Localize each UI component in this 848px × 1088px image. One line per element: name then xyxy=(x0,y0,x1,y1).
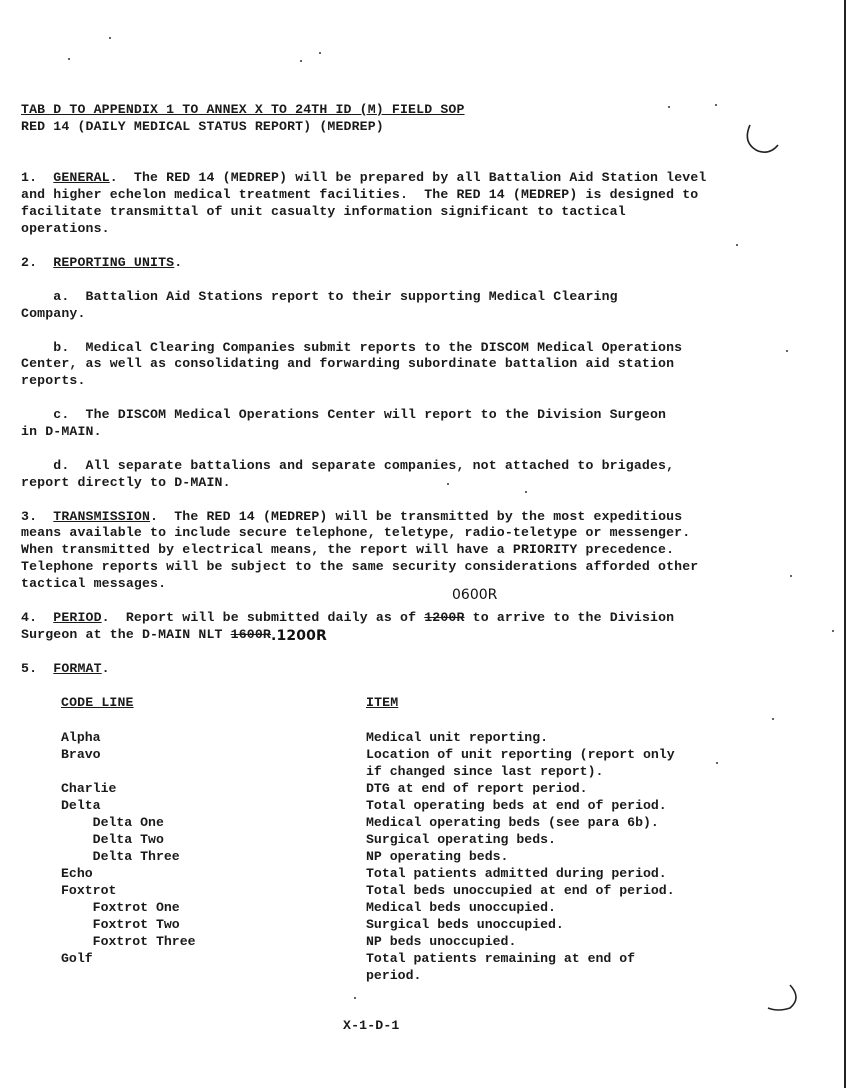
scan-speck xyxy=(786,350,788,352)
scan-speck xyxy=(300,60,302,62)
item-cell: Surgical beds unoccupied. xyxy=(366,917,564,932)
code-line-cell: Charlie xyxy=(61,781,117,796)
code-line-cell: Foxtrot One xyxy=(61,900,180,915)
scan-speck xyxy=(736,244,738,246)
scan-speck xyxy=(525,491,527,493)
item-cell: if changed since last report). xyxy=(366,764,604,779)
section-heading: PERIOD xyxy=(53,610,102,625)
code-line-cell: Echo xyxy=(61,866,93,881)
item-cell: Location of unit reporting (report only xyxy=(366,747,675,762)
section-1-line-1: 1. GENERAL. The RED 14 (MEDREP) will be prepared by all Battalion Aid Station level xyxy=(21,170,707,185)
section-number: 4. xyxy=(21,610,38,625)
subparagraph-d: d. All separate battalions and separate companies, not attached to brigades, xyxy=(21,458,675,473)
item-cell: Total patients admitted during period. xyxy=(366,866,667,881)
scan-speck xyxy=(68,58,70,60)
code-line-cell: Delta One xyxy=(61,815,164,830)
scan-speck xyxy=(716,762,718,764)
scan-speck xyxy=(715,104,717,106)
paragraph-line: Center, as well as consolidating and forwarding subordinate battalion aid station xyxy=(21,356,675,371)
code-line-cell: Bravo xyxy=(61,747,101,762)
section-number: 5. xyxy=(21,661,38,676)
code-line-cell: Foxtrot Two xyxy=(61,917,180,932)
column-header-code-line: CODE LINE xyxy=(61,695,134,710)
section-2-heading-line: 2. REPORTING UNITS. xyxy=(21,255,183,270)
item-cell: period. xyxy=(366,968,422,983)
section-5-heading-line: 5. FORMAT. xyxy=(21,661,110,676)
paragraph-line: facilitate transmittal of unit casualty information significant to tactical xyxy=(21,204,626,219)
scan-mark-top-right xyxy=(740,115,785,160)
section-number: 1. xyxy=(21,170,38,185)
item-cell: Medical operating beds (see para 6b). xyxy=(366,815,659,830)
item-cell: DTG at end of report period. xyxy=(366,781,588,796)
item-cell: NP operating beds. xyxy=(366,849,509,864)
scan-speck xyxy=(832,630,834,632)
section-heading: FORMAT xyxy=(53,661,102,676)
paragraph-line: reports. xyxy=(21,373,86,388)
paragraph-line: When transmitted by electrical means, the report will have a PRIORITY precedence. xyxy=(21,542,675,557)
document-subtitle: RED 14 (DAILY MEDICAL STATUS REPORT) (MEDREP) xyxy=(21,119,384,134)
code-line-cell: Delta Two xyxy=(61,832,164,847)
paragraph-line: Company. xyxy=(21,306,86,321)
item-cell: Total patients remaining at end of xyxy=(366,951,636,966)
section-4-line-1: 4. PERIOD. Report will be submitted daily as of 1200R to arrive to the Division xyxy=(21,610,675,625)
section-heading: REPORTING UNITS xyxy=(53,255,175,270)
document-title: TAB D TO APPENDIX 1 TO ANNEX X TO 24TH ID (M) FIELD SOP xyxy=(21,102,465,117)
scan-speck xyxy=(668,106,670,108)
struck-time: 1200R xyxy=(424,610,465,625)
paragraph-line: Telephone reports will be subject to the same security considerations afforded other xyxy=(21,559,699,574)
item-cell: Total beds unoccupied at end of period. xyxy=(366,883,675,898)
item-cell: Surgical operating beds. xyxy=(366,832,556,847)
code-line-cell: Delta Three xyxy=(61,849,180,864)
item-cell: NP beds unoccupied. xyxy=(366,934,517,949)
section-heading: TRANSMISSION xyxy=(53,509,151,524)
paragraph-line: means available to include secure telephone, teletype, radio-teletype or messenger. xyxy=(21,525,691,540)
handwritten-time-correction: 0600R xyxy=(452,587,498,603)
section-number: 3. xyxy=(21,509,38,524)
code-line-cell: Delta xyxy=(61,798,101,813)
section-4-line-2: Surgeon at the D-MAIN NLT 1600R.1200R xyxy=(21,627,327,644)
page-number: X-1-D-1 xyxy=(343,1018,400,1033)
scan-speck xyxy=(354,997,356,999)
code-line-cell: Foxtrot Three xyxy=(61,934,196,949)
scan-speck xyxy=(790,575,792,577)
paragraph-line: report directly to D-MAIN. xyxy=(21,475,231,490)
paragraph-line: and higher echelon medical treatment facilities. The RED 14 (MEDREP) is designed to xyxy=(21,187,699,202)
section-3-line-1: 3. TRANSMISSION. The RED 14 (MEDREP) will be transmitted by the most expeditious xyxy=(21,509,683,524)
column-header-item: ITEM xyxy=(366,695,399,710)
subparagraph-c: c. The DISCOM Medical Operations Center will report to the Division Surgeon xyxy=(21,407,667,422)
page-edge-line xyxy=(844,0,846,1088)
item-cell: Medical beds unoccupied. xyxy=(366,900,556,915)
code-line-cell: Alpha xyxy=(61,730,101,745)
section-number: 2. xyxy=(21,255,38,270)
paragraph-line: operations. xyxy=(21,221,110,236)
handwritten-time-addition: .1200R xyxy=(271,628,327,644)
scan-speck xyxy=(319,52,321,54)
section-heading: GENERAL xyxy=(53,170,110,185)
subparagraph-b: b. Medical Clearing Companies submit reports to the DISCOM Medical Operations xyxy=(21,340,683,355)
scan-speck xyxy=(447,483,449,485)
code-line-cell: Foxtrot xyxy=(61,883,117,898)
item-cell: Total operating beds at end of period. xyxy=(366,798,667,813)
paragraph-line: tactical messages. xyxy=(21,576,167,591)
subparagraph-a: a. Battalion Aid Stations report to their supporting Medical Clearing xyxy=(21,289,618,304)
scan-speck xyxy=(109,37,111,39)
scan-speck xyxy=(772,718,774,720)
item-cell: Medical unit reporting. xyxy=(366,730,549,745)
struck-time: 1600R xyxy=(230,627,271,642)
scan-mark-bottom-right xyxy=(760,980,805,1015)
code-line-cell: Golf xyxy=(61,951,93,966)
paragraph-line: in D-MAIN. xyxy=(21,424,102,439)
